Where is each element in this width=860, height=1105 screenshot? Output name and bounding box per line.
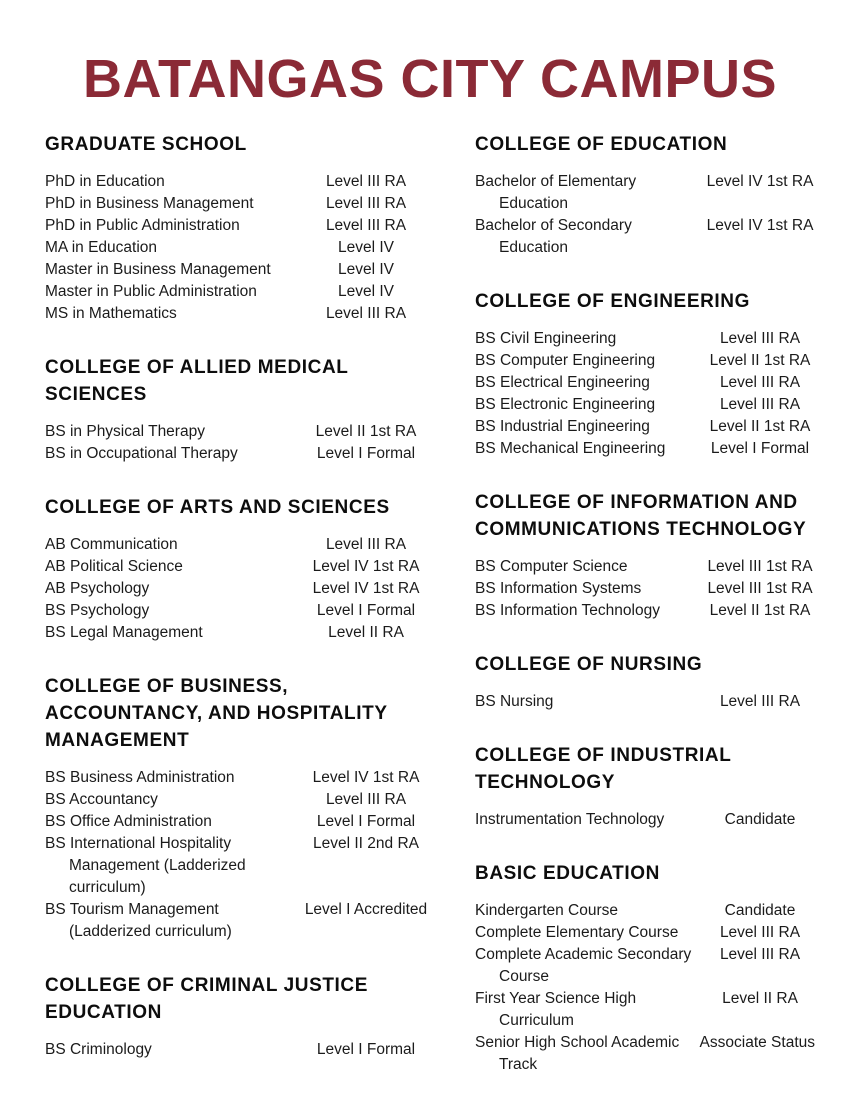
program-list bbox=[475, 328, 815, 460]
program-row bbox=[475, 215, 815, 259]
program-name: Instrumentation Technology bbox=[475, 811, 665, 829]
college-section bbox=[475, 742, 815, 831]
program-name: PhD in Business Management bbox=[45, 195, 254, 213]
section-title: COLLEGE OF ALLIED MEDICAL SCIENCES bbox=[45, 357, 349, 406]
program-name: BS Information Technology bbox=[475, 602, 660, 620]
program-row bbox=[45, 193, 447, 215]
program-list bbox=[45, 767, 447, 943]
program-row bbox=[45, 600, 447, 622]
accreditation-level: Level III RA bbox=[325, 173, 407, 191]
program-list bbox=[45, 171, 447, 325]
accreditation-level: Level II RA bbox=[328, 624, 404, 642]
column-right bbox=[475, 131, 815, 1105]
accreditation-level: Level II 2nd RA bbox=[313, 835, 419, 853]
accreditation-level: Level I Accredited bbox=[304, 901, 428, 919]
program-row bbox=[45, 767, 447, 789]
program-name: AB Political Science bbox=[45, 558, 183, 576]
program-list bbox=[475, 900, 815, 1076]
program-row bbox=[45, 259, 447, 281]
program-row bbox=[45, 215, 447, 237]
college-section bbox=[45, 972, 447, 1061]
college-section bbox=[475, 651, 815, 713]
program-name: AB Psychology bbox=[45, 580, 150, 598]
program-name: BS Electronic Engineering bbox=[475, 396, 656, 414]
program-row bbox=[475, 900, 815, 922]
college-section bbox=[475, 860, 815, 1076]
accreditation-level: Level IV bbox=[337, 261, 394, 279]
program-name: BS Computer Science bbox=[475, 558, 628, 576]
program-name: PhD in Public Administration bbox=[45, 217, 240, 235]
program-row bbox=[475, 394, 815, 416]
accreditation-level: Level III RA bbox=[719, 330, 801, 348]
accreditation-level: Associate Status bbox=[699, 1034, 815, 1052]
program-row bbox=[475, 372, 815, 394]
program-name: BS Accountancy bbox=[45, 791, 158, 809]
program-row bbox=[45, 556, 447, 578]
accreditation-level: Level III RA bbox=[719, 946, 801, 964]
program-list bbox=[475, 809, 815, 831]
accreditation-level: Level III RA bbox=[719, 396, 801, 414]
accreditation-level: Level IV 1st RA bbox=[312, 769, 420, 787]
program-row bbox=[475, 922, 815, 944]
program-name: First Year Science High Curriculum bbox=[475, 990, 637, 1030]
accreditation-level: Candidate bbox=[724, 902, 796, 920]
program-list bbox=[475, 556, 815, 622]
program-row bbox=[45, 237, 447, 259]
accreditation-level: Level II 1st RA bbox=[709, 418, 811, 436]
accreditation-level: Level I Formal bbox=[316, 813, 416, 831]
program-row bbox=[475, 328, 815, 350]
program-row bbox=[45, 443, 447, 465]
program-name: BS Psychology bbox=[45, 602, 150, 620]
college-section bbox=[45, 354, 447, 465]
program-name: Master in Business Management bbox=[45, 261, 271, 279]
program-name: BS International Hospitality Management (Ladderized curriculum) bbox=[45, 835, 246, 897]
program-name: PhD in Education bbox=[45, 173, 165, 191]
program-name: BS Nursing bbox=[475, 693, 554, 711]
accreditation-level: Level II 1st RA bbox=[315, 423, 417, 441]
program-name: Kindergarten Course bbox=[475, 902, 619, 920]
accreditation-level: Candidate bbox=[724, 811, 796, 829]
accreditation-level: Level II 1st RA bbox=[709, 352, 811, 370]
accreditation-level: Level IV bbox=[337, 283, 394, 301]
program-row bbox=[475, 556, 815, 578]
program-name: BS Industrial Engineering bbox=[475, 418, 650, 436]
program-name: Master in Public Administration bbox=[45, 283, 257, 301]
accreditation-level: Level III RA bbox=[719, 924, 801, 942]
section-title: COLLEGE OF NURSING bbox=[475, 654, 703, 676]
college-section bbox=[475, 131, 815, 259]
program-name: BS Tourism Management (Ladderized curriculum) bbox=[45, 901, 232, 941]
college-section bbox=[45, 131, 447, 325]
program-row bbox=[475, 416, 815, 438]
program-list bbox=[45, 1039, 447, 1061]
program-name: Bachelor of Secondary Education bbox=[475, 217, 632, 257]
section-title: COLLEGE OF BUSINESS, ACCOUNTANCY, AND HOSPITALITY MANAGEMENT bbox=[45, 676, 388, 752]
program-row bbox=[45, 421, 447, 443]
accreditation-level: Level III RA bbox=[325, 305, 407, 323]
accreditation-level: Level IV bbox=[337, 239, 394, 257]
accreditation-level: Level III RA bbox=[325, 536, 407, 554]
section-title: COLLEGE OF INDUSTRIAL TECHNOLOGY bbox=[475, 745, 732, 794]
program-name: BS Legal Management bbox=[45, 624, 203, 642]
program-name: Complete Academic Secondary Course bbox=[475, 946, 692, 986]
program-name: BS Computer Engineering bbox=[475, 352, 656, 370]
program-row bbox=[475, 438, 815, 460]
program-name: BS Office Administration bbox=[45, 813, 212, 831]
program-row bbox=[45, 303, 447, 325]
program-name: MA in Education bbox=[45, 239, 158, 257]
section-title: GRADUATE SCHOOL bbox=[45, 134, 247, 156]
accreditation-level: Level III 1st RA bbox=[707, 580, 813, 598]
section-title: COLLEGE OF EDUCATION bbox=[475, 134, 728, 156]
program-name: BS Civil Engineering bbox=[475, 330, 617, 348]
column-left bbox=[45, 131, 447, 1090]
program-row bbox=[45, 899, 447, 943]
program-row bbox=[475, 988, 815, 1032]
program-list bbox=[45, 421, 447, 465]
accreditation-level: Level I Formal bbox=[316, 602, 416, 620]
program-row bbox=[45, 811, 447, 833]
accreditation-level: Level IV 1st RA bbox=[312, 580, 420, 598]
accreditation-level: Level II 1st RA bbox=[709, 602, 811, 620]
program-row bbox=[475, 578, 815, 600]
section-title: COLLEGE OF CRIMINAL JUSTICE EDUCATION bbox=[45, 975, 369, 1024]
accreditation-level: Level I Formal bbox=[710, 440, 810, 458]
program-name: BS Mechanical Engineering bbox=[475, 440, 666, 458]
page-title: BATANGAS CITY CAMPUS bbox=[82, 49, 778, 109]
program-name: BS Electrical Engineering bbox=[475, 374, 650, 392]
program-list bbox=[475, 691, 815, 713]
two-column-layout bbox=[45, 131, 815, 1105]
accreditation-level: Level III RA bbox=[325, 217, 407, 235]
accreditation-level: Level III RA bbox=[719, 693, 801, 711]
college-section bbox=[45, 673, 447, 943]
program-row bbox=[45, 833, 447, 899]
program-name: Complete Elementary Course bbox=[475, 924, 679, 942]
program-name: Senior High School Academic Track bbox=[475, 1034, 680, 1074]
program-row bbox=[475, 600, 815, 622]
program-name: BS Information Systems bbox=[475, 580, 642, 598]
program-list bbox=[475, 171, 815, 259]
program-row bbox=[45, 622, 447, 644]
section-title: COLLEGE OF ARTS AND SCIENCES bbox=[45, 497, 390, 519]
college-section bbox=[475, 489, 815, 622]
program-name: BS Criminology bbox=[45, 1041, 152, 1059]
section-title: COLLEGE OF INFORMATION AND COMMUNICATIONS TECHNOLOGY bbox=[475, 492, 807, 541]
program-row bbox=[475, 809, 815, 831]
program-name: Bachelor of Elementary Education bbox=[475, 173, 637, 213]
program-list bbox=[45, 534, 447, 644]
program-row bbox=[475, 691, 815, 713]
program-row bbox=[475, 171, 815, 215]
program-row bbox=[475, 350, 815, 372]
accreditation-level: Level IV 1st RA bbox=[312, 558, 420, 576]
program-row bbox=[475, 944, 815, 988]
program-row bbox=[45, 1039, 447, 1061]
accreditation-level: Level IV 1st RA bbox=[706, 173, 814, 191]
college-section bbox=[475, 288, 815, 460]
accreditation-level: Level I Formal bbox=[316, 1041, 416, 1059]
accreditation-level: Level III 1st RA bbox=[707, 558, 813, 576]
section-title: COLLEGE OF ENGINEERING bbox=[475, 291, 750, 313]
accreditation-level: Level II RA bbox=[722, 990, 798, 1008]
program-name: MS in Mathematics bbox=[45, 305, 177, 323]
accreditation-level: Level III RA bbox=[719, 374, 801, 392]
program-name: AB Communication bbox=[45, 536, 178, 554]
program-name: BS in Occupational Therapy bbox=[45, 445, 238, 463]
program-row bbox=[45, 281, 447, 303]
accreditation-level: Level IV 1st RA bbox=[706, 217, 814, 235]
program-row bbox=[45, 171, 447, 193]
accreditation-level: Level III RA bbox=[325, 791, 407, 809]
program-row bbox=[45, 534, 447, 556]
program-row bbox=[45, 578, 447, 600]
program-row bbox=[475, 1032, 815, 1076]
section-title: BASIC EDUCATION bbox=[475, 863, 660, 885]
accreditation-level: Level III RA bbox=[325, 195, 407, 213]
program-name: BS in Physical Therapy bbox=[45, 423, 205, 441]
accreditation-level: Level I Formal bbox=[316, 445, 416, 463]
college-section bbox=[45, 494, 447, 644]
program-row bbox=[45, 789, 447, 811]
program-name: BS Business Administration bbox=[45, 769, 235, 787]
